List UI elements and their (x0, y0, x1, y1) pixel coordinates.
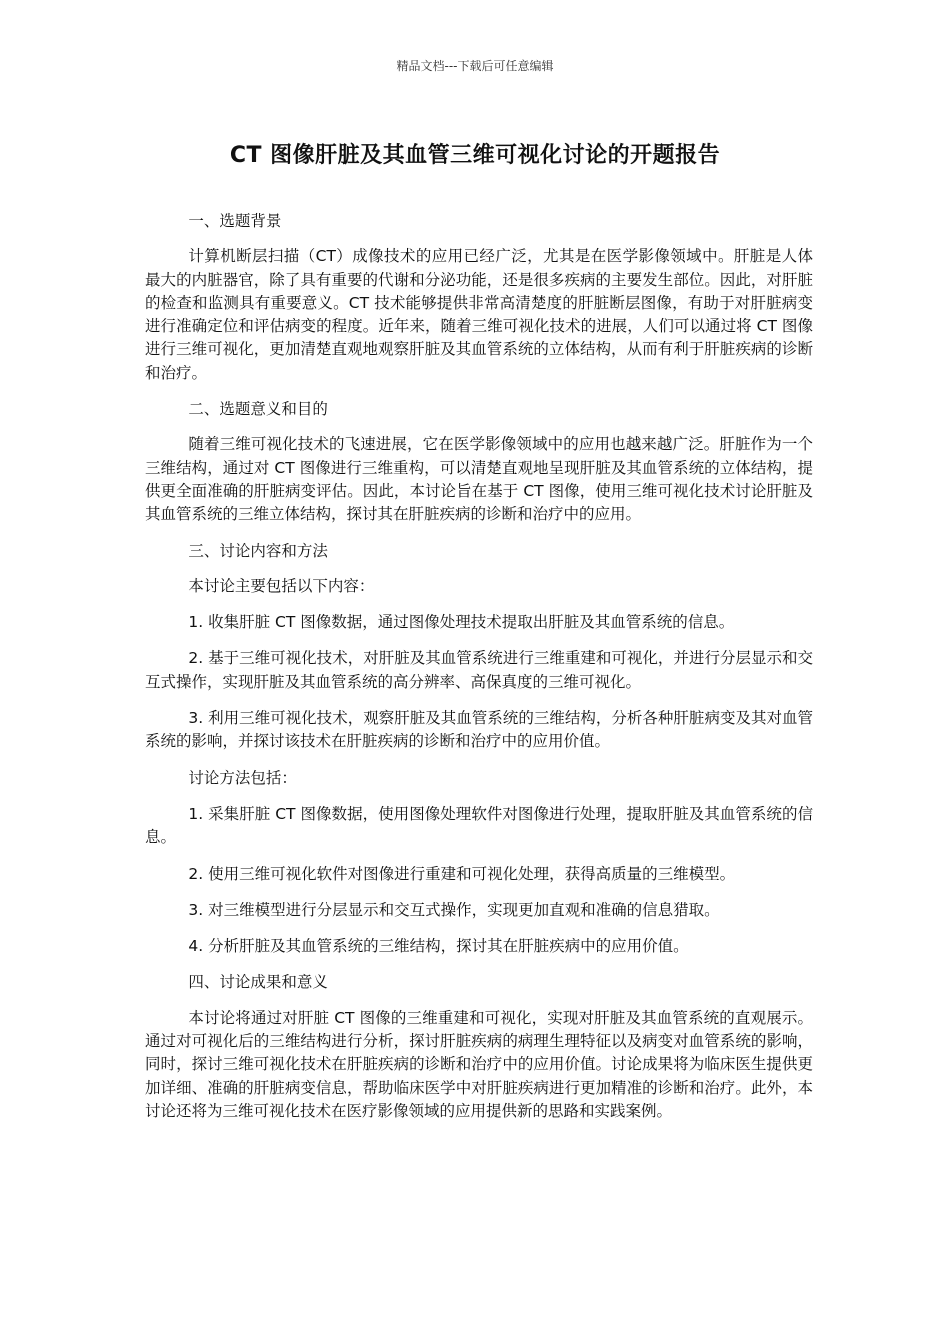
header-note: 精品文档---下载后可任意编辑 (396, 59, 554, 73)
section-heading-results: 四、讨论成果和意义 (188, 973, 328, 992)
list-item-method-1: 1. 采集肝脏 CT 图像数据，使用图像处理软件对图像进行处理，提取肝脏及其血管系统的信息。 (145, 804, 813, 847)
list-item-content-2: 2. 基于三维可视化技术，对肝脏及其血管系统进行三维重建和可视化，并进行分层显示和交互式操作，实现肝脏及其血管系统的高分辨率、高保真度的三维可视化。 (145, 649, 813, 691)
list-item-method-2: 2. 使用三维可视化软件对图像进行重建和可视化处理，获得高质量的三维模型。 (188, 864, 736, 883)
document-title: CT 图像肝脏及其血管三维可视化讨论的开题报告 (229, 143, 721, 168)
list-item-method-3: 3. 对三维模型进行分层显示和交互式操作，实现更加直观和准确的信息猎取。 (188, 900, 720, 919)
section-heading-background: 一、选题背景 (188, 212, 282, 230)
paragraph-significance: 随着三维可视化技术的飞速进展，它在医学影像领域中的应用也越来越广泛。肝脏作为一个三维结构，通过对 CT 图像进行三维重构，可以清楚直观地呈现肝脏及其血管系统的立体结构，提供更全面准确的肝脏病变评估。因此，本讨论旨在基于 CT 图像，使用三维可视化技术讨论肝脏及其血管系统的三维立体结构，探讨其在肝脏疾病的诊断和治疗中的应用。 (145, 435, 813, 524)
section-heading-content-methods: 三、讨论内容和方法 (188, 541, 328, 560)
paragraph-results: 本讨论将通过对肝脏 CT 图像的三维重建和可视化，实现对肝脏及其血管系统的直观展示。通过对可视化后的三维结构进行分析，探讨肝脏疾病的病理生理特征以及病变对血管系统的影响，同时，探讨三维可视化技术在肝脏疾病的诊断和治疗中的应用价值。讨论成果将为临床医生提供更加详细、准确的肝脏病变信息，帮助临床医学中对肝脏疾病进行更加精准的诊断和治疗。此外，本讨论还将为三维可视化技术在医疗影像领域的应用提供新的思路和实践案例。 (145, 1008, 813, 1120)
paragraph-content-intro: 本讨论主要包括以下内容： (188, 576, 375, 595)
list-item-content-3: 3. 利用三维可视化技术，观察肝脏及其血管系统的三维结构，分析各种肝脏病变及其对血管系统的影响，并探讨该技术在肝脏疾病的诊断和治疗中的应用价值。 (145, 709, 813, 751)
section-heading-significance: 二、选题意义和目的 (188, 400, 328, 419)
list-item-method-4: 4. 分析肝脏及其血管系统的三维结构，探讨其在肝脏疾病中的应用价值。 (188, 937, 689, 956)
document-body (145, 210, 813, 1136)
paragraph-background: 计算机断层扫描（CT）成像技术的应用已经广泛，尤其是在医学影像领域中。肝脏是人体最大的内脏器官，除了具有重要的代谢和分泌功能，还是很多疾病的主要发生部位。因此，对肝脏的检查和监测具有重要意义。CT 技术能够提供非常高清楚度的肝脏断层图像，有助于对肝脏病变进行准确定位和评估病变的程度。近年来，随着三维可视化技术的进展，人们可以通过将 CT 图像进行三维可视化，更加清楚直观地观察肝脏及其血管系统的立体结构，从而有利于肝脏疾病的诊断和治疗。 (145, 247, 813, 382)
list-item-content-1: 1. 收集肝脏 CT 图像数据，通过图像处理技术提取出肝脏及其血管系统的信息。 (188, 613, 735, 632)
paragraph-methods-intro: 讨论方法包括： (188, 768, 297, 787)
